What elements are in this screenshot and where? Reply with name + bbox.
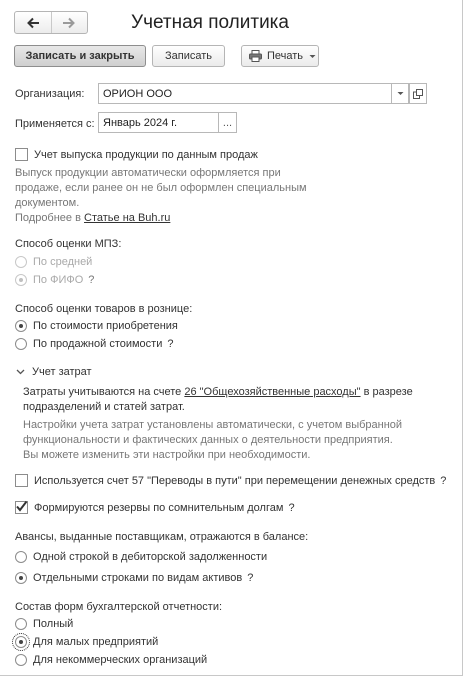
open-copy-icon [413,89,423,99]
more-prefix: Подробнее в [15,212,85,224]
note-line: Выпуск продукции автоматически оформляется при [15,167,281,179]
forms-nonprofit-option[interactable] [15,654,207,666]
forms-nonprofit-label: Для некоммерческих организаций [33,654,208,666]
cost-line-prefix: Затраты учитываются на счете [23,386,185,398]
mpz-fifo-option[interactable] [15,274,94,286]
account-26-link[interactable]: 26 "Общехозяйственные расходы" [184,386,361,398]
radio-button[interactable] [15,274,27,286]
radio-button[interactable] [15,618,27,630]
cost-accounting-group-toggle[interactable] [16,366,92,378]
organization-input[interactable]: ОРИОН ООО [98,83,392,104]
help-icon[interactable]: ? [88,274,95,286]
triangle-down-icon [397,91,404,96]
cost-accounting-title: Учет затрат [32,366,92,378]
help-icon[interactable]: ? [440,474,447,487]
account-57-checkbox[interactable] [15,474,446,487]
cost-accounting-text [23,385,413,415]
period-picker-button[interactable]: ... [218,112,237,133]
help-icon[interactable]: ? [288,501,295,514]
page-title: Учетная политика [131,12,289,33]
report-forms-title: Состав форм бухгалтерской отчетности: [15,601,223,613]
radio-button[interactable] [15,338,27,350]
nav-buttons [14,11,88,34]
mpz-average-label: По средней [33,256,93,268]
cost-line-1 [23,385,413,400]
product-release-note [15,166,307,226]
forms-small-business-option[interactable] [15,636,158,648]
radio-button[interactable] [15,636,27,648]
arrow-right-icon [62,17,76,29]
retail-sale-label: По продажной стоимости [33,338,163,350]
radio-button[interactable] [15,551,27,563]
radio-button[interactable] [15,320,27,332]
buh-article-link[interactable]: Статье на Buh.ru [84,212,171,224]
cost-line-suffix: в разрезе [360,386,413,398]
triangle-down-icon [309,54,316,59]
retail-purchase-label: По стоимости приобретения [33,320,178,332]
advances-single-line-label: Одной строкой в дебиторской задолженности [33,551,268,563]
back-button[interactable] [15,12,51,33]
radio-button[interactable] [15,572,27,584]
organization-open-button[interactable] [409,83,427,104]
save-button[interactable]: Записать [152,45,225,67]
advances-separate-lines-option[interactable] [15,572,253,584]
forms-small-business-label: Для малых предприятий [33,636,159,648]
advances-title: Авансы, выданные поставщикам, отражаются в балансе: [15,531,309,543]
applies-from-input[interactable]: Январь 2024 г. [98,112,219,133]
note-line: продаже, если ранее он не был оформлен специальным [15,182,307,194]
note-line: Настройки учета затрат установлены автоматически, с учетом выбранной [23,419,403,431]
checkmark-icon [15,500,28,513]
radio-button[interactable] [15,256,27,268]
help-icon[interactable]: ? [167,338,174,350]
forward-button[interactable] [51,12,88,33]
note-line: Вы можете изменить эти настройки при необходимости. [23,449,311,461]
account-57-label: Используется счет 57 "Переводы в пути" при перемещении денежных средств [34,474,436,487]
checkbox-box[interactable] [15,148,28,161]
advances-separate-lines-label: Отдельными строками по видам активов [33,572,243,584]
checkbox-box[interactable] [15,474,28,487]
forms-full-option[interactable] [15,618,73,630]
radio-button[interactable] [15,654,27,666]
cost-accounting-note [23,418,402,463]
more-info [15,211,307,226]
print-button[interactable] [241,45,319,67]
advances-single-line-option[interactable] [15,551,267,563]
save-and-close-button[interactable]: Записать и закрыть [14,45,146,67]
checkbox-box[interactable] [15,501,28,514]
mpz-fifo-label: По ФИФО [33,274,84,286]
retail-method-title: Способ оценки товаров в рознице: [15,303,193,315]
print-label: Печать [267,50,304,62]
organization-dropdown-button[interactable] [391,83,409,104]
retail-sale-option[interactable] [15,338,173,350]
mpz-average-option[interactable] [15,256,92,268]
note-line: документом. [15,197,80,209]
doubtful-debts-reserve-checkbox[interactable] [15,501,295,514]
mpz-method-title: Способ оценки МПЗ: [15,238,122,250]
retail-purchase-option[interactable] [15,320,178,332]
organization-label: Организация: [15,88,85,100]
chevron-down-icon [16,369,25,375]
arrow-left-icon [26,17,40,29]
product-release-checkbox[interactable] [15,148,258,161]
cost-line-2: подразделений и статей затрат. [23,401,185,413]
forms-full-label: Полный [33,618,74,630]
note-line: функциональности и фактических данных о деятельности предприятия. [23,434,393,446]
applies-from-label: Применяется с: [15,118,95,130]
help-icon[interactable]: ? [247,572,254,584]
doubtful-debts-reserve-label: Формируются резервы по сомнительным долгам [34,501,284,514]
product-release-label: Учет выпуска продукции по данным продаж [34,148,258,161]
printer-icon [249,50,262,62]
